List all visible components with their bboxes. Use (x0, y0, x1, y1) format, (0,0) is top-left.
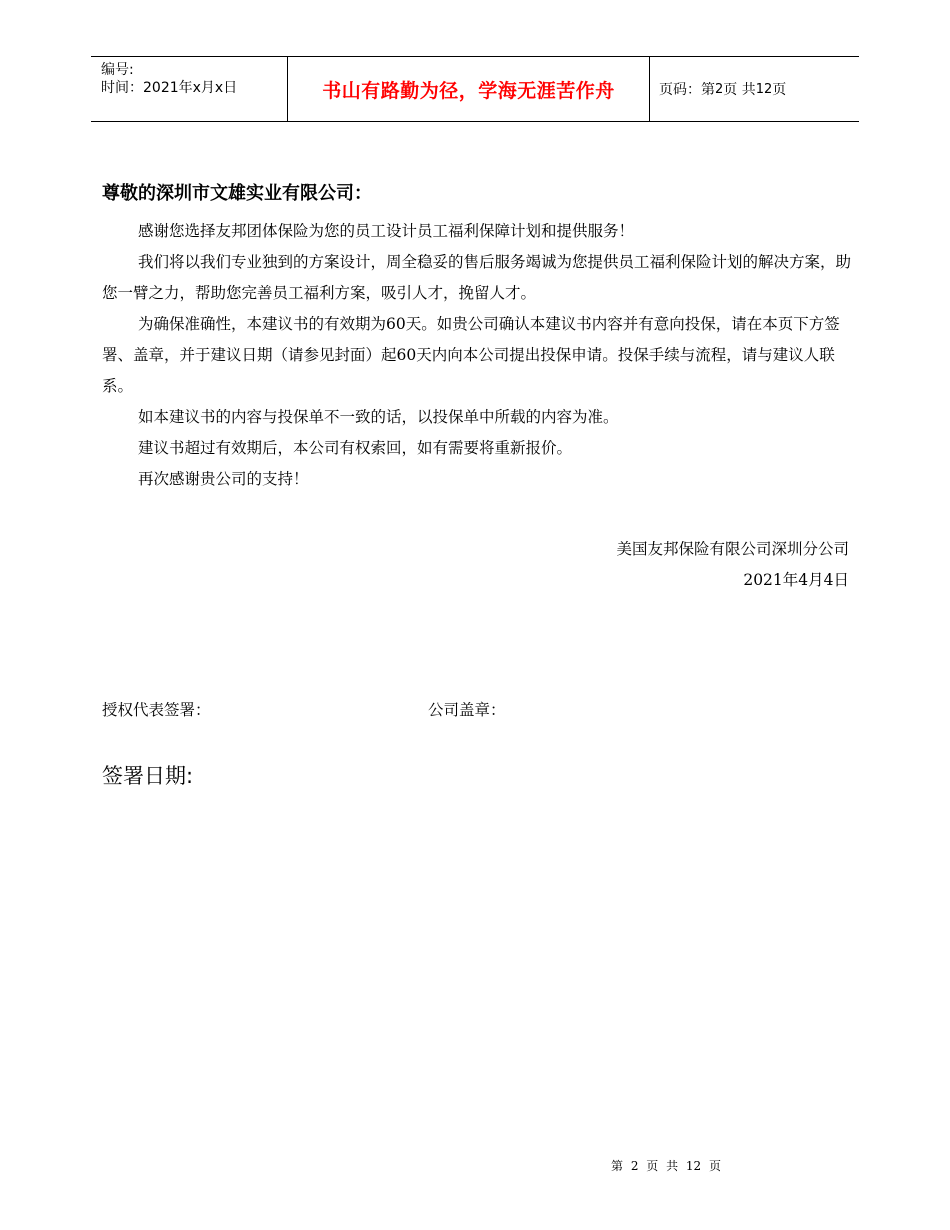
letter-paragraph: 如本建议书的内容与投保单不一致的话，以投保单中所载的内容为准。 (138, 408, 619, 426)
header-page-number (650, 57, 859, 121)
letter-paragraph: 为确保准确性，本建议书的有效期为60天。如贵公司确认本建议书内容并有意向投保，请在本页下方签署、盖章，并于建议日期（请参见封面）起60天内向本公司提出投保申请。投保手续与流程，请与建议人联系。 (102, 315, 840, 395)
letter-paragraph: 我们将以我们专业独到的方案设计，周全稳妥的售后服务竭诚为您提供员工福利保险计划的解决方案，助您一臂之力，帮助您完善员工福利方案，吸引人才，挽留人才。 (102, 253, 852, 302)
letter-paragraph: 建议书超过有效期后，本公司有权索回，如有需要将重新报价。 (138, 439, 573, 457)
sign-date-label: 签署日期: (102, 764, 194, 788)
document-header (91, 56, 859, 122)
page-footer: 第 2 页 共 12 页 (611, 1159, 721, 1173)
letter-paragraph: 再次感谢贵公司的支持！ (138, 470, 309, 488)
letter-paragraph: 感谢您选择友邦团体保险为您的员工设计员工福利保障计划和提供服务！ (138, 222, 635, 240)
header-meta (91, 57, 287, 121)
authorized-rep-label: 授权代表签署： (102, 701, 211, 719)
page-total: 12 (755, 81, 773, 97)
signature-company: 美国友邦保险有限公司深圳分公司 (616, 540, 849, 558)
header-motto: 书山有路勤为径，学海无涯苦作舟 (287, 57, 650, 121)
page-suffix: 页 (772, 82, 787, 98)
document-number-label: 编号: (101, 62, 134, 78)
page-mid: 页 共 (723, 82, 756, 98)
company-seal-label: 公司盖章： (428, 701, 506, 719)
page-prefix: 页码：第 (659, 82, 715, 98)
document-time-label: 时间：2021年x月x日 (101, 80, 238, 96)
signature-date: 2021年4月4日 (743, 571, 849, 589)
page-current: 2 (715, 81, 724, 97)
letter-salutation: 尊敬的深圳市文雄实业有限公司： (102, 183, 372, 204)
